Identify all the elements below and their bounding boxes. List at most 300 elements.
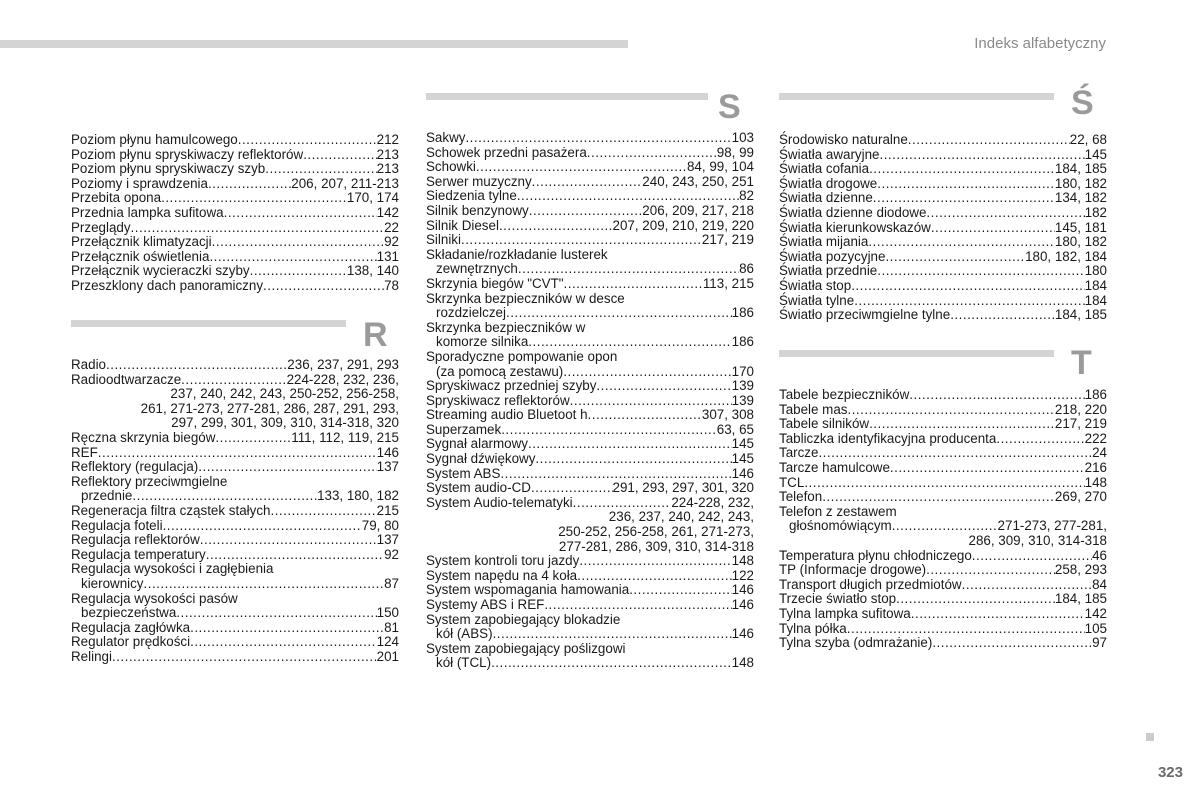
entry-pages: 148: [1084, 474, 1107, 490]
index-entry: [426, 583, 754, 598]
index-entry: [71, 533, 399, 548]
entry-row: [426, 160, 754, 175]
dot-leader: [176, 606, 376, 621]
entry-row: [426, 452, 754, 467]
section-divider: [426, 93, 708, 100]
index-entry: [779, 308, 1107, 323]
entry-pages: 103: [731, 130, 754, 145]
entry-row: [71, 206, 399, 221]
index-entry: [779, 221, 1107, 236]
index-entry: [426, 233, 754, 248]
section-s-heading: [426, 90, 754, 134]
entry-term: Przełącznik oświetlenia: [71, 248, 210, 264]
entry-pages: 146: [731, 465, 754, 481]
index-entry: [779, 177, 1107, 192]
index-entry: [71, 177, 399, 192]
section-s-acute-heading: [779, 86, 1107, 130]
entry-row: [71, 562, 399, 577]
entry-term: System zapobiegający poślizgowi: [426, 640, 626, 656]
section-divider: [71, 320, 346, 327]
dot-leader: [847, 403, 1054, 418]
entry-term: System zapobiegający blokadzie: [426, 611, 621, 627]
entry-pages: 150: [376, 605, 399, 621]
entry-row: [426, 437, 754, 452]
entry-term: Schowki: [426, 159, 476, 175]
entry-pages: 122: [731, 567, 754, 583]
entry-pages: 207, 209, 210, 219, 220: [612, 217, 754, 233]
entry-row: [779, 250, 1107, 265]
index-entry: [779, 388, 1107, 403]
index-entry: [426, 160, 754, 175]
entry-term: Przeglądy: [71, 219, 131, 235]
entry-pages: 124: [376, 634, 399, 650]
entry-pages: 148: [731, 655, 754, 671]
entry-term: Regulacja foteli: [71, 517, 163, 533]
entry-term: Światła cofania: [779, 161, 870, 177]
entry-term: Przednia lampka sufitowa: [71, 204, 224, 220]
entry-pages: 145: [731, 451, 754, 467]
dot-leader: [209, 250, 376, 265]
entry-pages: 170, 174: [346, 190, 399, 206]
dot-leader: [215, 431, 291, 446]
entry-pages: 206, 209, 217, 218: [642, 202, 754, 218]
entry-row: [426, 248, 754, 263]
entry-term: System ABS: [426, 465, 501, 481]
entry-row: [71, 504, 399, 519]
entry-pages: 148: [731, 553, 754, 569]
entry-term: Światła dzienne diodowe: [779, 204, 927, 220]
entry-pages: 46: [1092, 547, 1107, 563]
entry-pages: 217, 219: [1054, 416, 1107, 432]
dot-leader: [890, 461, 1085, 476]
dot-leader: [563, 365, 731, 380]
index-entry: [426, 277, 754, 292]
section-r-entries: [71, 358, 399, 664]
entry-row: [426, 569, 754, 584]
dot-leader: [493, 627, 732, 642]
index-entry: [71, 358, 399, 373]
entry-pages-continued: 236, 237, 240, 242, 243,: [608, 509, 754, 525]
entry-pages: 213: [376, 146, 399, 162]
entry-term: Tabele bezpieczników: [779, 387, 910, 402]
entry-row: [779, 519, 1107, 534]
entry-row: [426, 175, 754, 190]
entry-row: [71, 358, 399, 373]
entry-row: [779, 592, 1107, 607]
index-entry: [779, 417, 1107, 432]
entry-row: [426, 204, 754, 219]
dot-leader: [972, 549, 1092, 564]
entry-row: [71, 162, 399, 177]
dot-leader: [190, 621, 384, 636]
entry-row: [71, 635, 399, 650]
entry-pages: 87: [384, 575, 399, 591]
index-entry: [779, 206, 1107, 221]
entry-pages-continued: 250-252, 256-258, 261, 271-273,: [558, 524, 754, 540]
entry-term: Radio: [71, 357, 106, 372]
section-divider: [779, 93, 1054, 100]
entry-row: [779, 622, 1107, 637]
index-entry: [71, 446, 399, 461]
entry-row: [426, 423, 754, 438]
dot-leader: [877, 264, 1084, 279]
entry-row: [426, 233, 754, 248]
entry-term: Schowek przedni pasażera: [426, 144, 587, 160]
index-entry: [426, 204, 754, 219]
entry-pages: 142: [376, 204, 399, 220]
dot-leader: [879, 148, 1084, 163]
entry-row: [426, 146, 754, 161]
section-letter: R: [363, 316, 388, 354]
entry-pages: 137: [376, 532, 399, 548]
entry-term: Światła przednie: [779, 263, 878, 279]
entry-term: Tabele mas: [779, 401, 848, 417]
index-entry: [71, 431, 399, 446]
dot-leader: [499, 219, 613, 234]
entry-pages: 79, 80: [361, 517, 399, 533]
entry-row: [779, 563, 1107, 578]
index-entry: [426, 642, 754, 671]
entry-pages: 206, 207, 211-213: [291, 175, 399, 191]
entry-term: Skrzynka bezpieczników w: [426, 319, 586, 335]
entry-row: [426, 306, 754, 321]
entry-subterm: kół (ABS): [436, 626, 493, 642]
entry-pages: 186: [731, 305, 754, 321]
dot-leader: [517, 189, 739, 204]
entry-pages: 184, 185: [1054, 307, 1107, 323]
index-entry: [71, 206, 399, 221]
entry-term: Silniki: [426, 232, 461, 248]
entry-pages: 184: [1084, 277, 1107, 293]
dot-leader: [531, 481, 613, 496]
entry-term: Światła drogowe: [779, 175, 878, 191]
dot-leader: [250, 264, 347, 279]
entry-row: [71, 279, 399, 294]
entry-row: [71, 592, 399, 607]
entry-term: Telefon z zestawem: [779, 503, 897, 519]
dot-leader: [501, 423, 717, 438]
entry-row: [779, 388, 1107, 403]
dot-leader: [587, 146, 717, 161]
entry-row: [779, 235, 1107, 250]
entry-term: Sporadyczne pompowanie opon: [426, 348, 618, 364]
entry-row: [71, 460, 399, 475]
dot-leader: [926, 206, 1084, 221]
entry-pages: 291, 293, 297, 301, 320: [612, 480, 754, 496]
entry-pages: 258, 293: [1054, 562, 1107, 578]
index-entry: [71, 279, 399, 294]
index-entry: [426, 452, 754, 467]
index-entry: [426, 379, 754, 394]
dot-leader: [932, 636, 1092, 651]
entry-term: Przełącznik klimatyzacji: [71, 234, 212, 250]
entry-row: [779, 264, 1107, 279]
entry-row: [779, 294, 1107, 309]
entry-term: Światła pozycyjne: [779, 248, 886, 264]
section-divider: [779, 350, 1054, 357]
entry-pages: 81: [384, 619, 399, 635]
entry-pages: 145: [731, 436, 754, 452]
index-entry: [779, 235, 1107, 250]
entry-pages-continued: 237, 240, 242, 243, 250-252, 256-258,: [170, 386, 399, 402]
dot-leader: [161, 191, 347, 206]
dot-leader: [926, 563, 1055, 578]
entry-pages: 269, 270: [1054, 489, 1107, 505]
index-entry: [426, 248, 754, 277]
entry-subterm: przednie: [81, 488, 133, 504]
entry-term: TCL: [779, 474, 805, 490]
index-entry: [71, 191, 399, 206]
dot-leader: [873, 191, 1055, 206]
entry-pages: 217, 219: [701, 232, 754, 248]
entry-row: [426, 613, 754, 628]
entry-row: [426, 365, 754, 380]
entry-row: [779, 148, 1107, 163]
entry-term: Relingi: [71, 648, 112, 664]
entry-row: [779, 177, 1107, 192]
entry-subterm: kierownicy: [81, 575, 144, 591]
entry-term: TP (Informacje drogowe): [779, 562, 927, 578]
entry-pages: 236, 237, 291, 293: [287, 357, 399, 372]
entry-term: Składanie/rozkładanie lusterek: [426, 246, 608, 262]
index-entry: [426, 175, 754, 190]
dot-leader: [909, 388, 1084, 403]
header-rule: [0, 40, 628, 48]
entry-pages: 78: [384, 277, 399, 293]
entry-pages: 180, 182: [1054, 175, 1107, 191]
entry-pages: 98, 99: [716, 144, 754, 160]
index-entry: [426, 292, 754, 321]
entry-pages-continued: 286, 309, 310, 314-318: [968, 532, 1107, 548]
entry-pages: 218, 220: [1054, 401, 1107, 417]
entry-row: [71, 133, 399, 148]
entry-term: Temperatura płynu chłodniczego: [779, 547, 972, 563]
entry-row: [426, 321, 754, 336]
index-entry: [426, 437, 754, 452]
index-entry: [779, 476, 1107, 491]
entry-row: [71, 446, 399, 461]
page-number: 323: [1157, 764, 1183, 781]
entry-row: [779, 133, 1107, 148]
entry-row: [426, 408, 754, 423]
entry-pages: 216: [1084, 459, 1107, 475]
entry-pages: 97: [1092, 635, 1107, 651]
entry-pages: 146: [731, 582, 754, 598]
dot-leader: [564, 277, 703, 292]
entry-term: Poziom płynu spryskiwaczy reflektorów: [71, 146, 304, 162]
dot-leader: [200, 533, 377, 548]
entry-term: Silnik benzynowy: [426, 202, 529, 218]
entry-row: [426, 292, 754, 307]
index-entry: [426, 394, 754, 409]
entry-row: [779, 206, 1107, 221]
index-entry: [779, 505, 1107, 549]
entry-pages: 139: [731, 392, 754, 408]
index-entry: [426, 496, 754, 554]
dot-leader: [573, 496, 672, 511]
entry-term: Tabele silników: [779, 416, 870, 432]
entry-pages: 84: [1092, 576, 1107, 592]
entry-row: [426, 598, 754, 613]
section-letter: Ś: [1071, 84, 1094, 122]
entry-pages: 170: [731, 363, 754, 379]
entry-pages: 139: [731, 378, 754, 394]
entry-pages: 138, 140: [346, 263, 399, 279]
dot-leader: [303, 148, 376, 163]
entry-row: [426, 496, 754, 511]
dot-leader: [544, 598, 731, 613]
entry-term: Streaming audio Bluetoot h: [426, 407, 588, 423]
index-entry: [426, 569, 754, 584]
entry-row: [779, 446, 1107, 461]
dot-leader: [804, 476, 1084, 491]
entry-row: [426, 219, 754, 234]
dot-leader: [535, 452, 731, 467]
entry-pages: 82: [739, 188, 754, 204]
entry-term: Telefon: [779, 489, 823, 505]
index-entry: [779, 294, 1107, 309]
dot-leader: [163, 519, 362, 534]
dot-leader: [885, 250, 1025, 265]
dot-leader: [877, 177, 1055, 192]
entry-row: [779, 191, 1107, 206]
entry-pages: 180, 182, 184: [1025, 248, 1107, 264]
dot-leader: [908, 133, 1070, 148]
entry-term: Radioodtwarzacze: [71, 371, 182, 387]
entry-row: [71, 489, 399, 504]
entry-row: [71, 221, 399, 236]
entry-pages: 63, 65: [716, 421, 754, 437]
entry-pages: 22, 68: [1069, 132, 1107, 147]
dot-leader: [224, 206, 377, 221]
entry-pages: 184: [1084, 292, 1107, 308]
entry-term: Tabliczka identyfikacyjna producenta: [779, 430, 997, 446]
entry-pages: 145: [1084, 146, 1107, 162]
entry-term: Regulator prędkości: [71, 634, 191, 650]
index-entry: [779, 578, 1107, 593]
entry-pages: 134, 182: [1054, 190, 1107, 206]
entry-pages: 84, 99, 104: [686, 159, 754, 175]
index-entry: [779, 549, 1107, 564]
dot-leader: [896, 592, 1055, 607]
entry-row: [779, 490, 1107, 505]
entry-pages: 146: [731, 597, 754, 612]
entry-term: System audio-CD: [426, 480, 531, 496]
section-s-acute-entries: [779, 133, 1107, 323]
section-r-heading: [71, 318, 399, 362]
entry-subterm: (za pomocą zestawu): [436, 363, 564, 379]
index-entry: [779, 636, 1107, 651]
running-header: Indeks alfabetyczny: [974, 35, 1106, 52]
dot-leader: [892, 519, 998, 534]
entry-row: [426, 481, 754, 496]
entry-row: [71, 373, 399, 388]
entry-term: Tarcze: [779, 445, 819, 461]
index-entry: [71, 373, 399, 431]
entry-row: [779, 549, 1107, 564]
index-entry: [71, 650, 399, 665]
entry-pages: 215: [376, 502, 399, 518]
entry-row: [71, 264, 399, 279]
entry-row: [71, 148, 399, 163]
entry-pages: 24: [1092, 445, 1107, 461]
entry-row: [779, 432, 1107, 447]
entry-pages-continued: 297, 299, 301, 309, 310, 314-318, 320: [171, 415, 399, 431]
entry-pages: 213: [376, 161, 399, 177]
index-entry: [426, 481, 754, 496]
dot-leader: [476, 160, 687, 175]
entry-row: [71, 250, 399, 265]
entry-term: System napędu na 4 koła: [426, 567, 578, 583]
entry-pages: 186: [1084, 387, 1107, 402]
index-entry: [779, 607, 1107, 622]
index-entry: [426, 598, 754, 613]
dot-leader: [265, 162, 376, 177]
dot-leader: [629, 583, 731, 598]
index-entry: [779, 162, 1107, 177]
dot-leader: [996, 432, 1084, 447]
entry-row: [779, 308, 1107, 323]
entry-term: Przełącznik wycieraczki szyby: [71, 263, 250, 279]
entry-row: [779, 403, 1107, 418]
dot-leader: [868, 235, 1055, 250]
dot-leader: [181, 373, 286, 388]
entry-term: Reflektory przeciwmgielne: [71, 473, 228, 489]
entry-pages: 105: [1084, 620, 1107, 636]
entry-pages: 184, 185: [1054, 591, 1107, 607]
dot-leader: [144, 577, 385, 592]
entry-term: Światła kierunkowskazów: [779, 219, 931, 235]
entry-pages: 131: [376, 248, 399, 264]
index-entry: [426, 467, 754, 482]
entry-term: Siedzenia tylne: [426, 188, 517, 204]
index-entry: [779, 432, 1107, 447]
index-entry: [426, 613, 754, 642]
dot-leader: [532, 175, 643, 190]
entry-row: [71, 621, 399, 636]
entry-term: REF: [71, 444, 98, 460]
entry-term: Serwer muzyczny: [426, 173, 532, 189]
entry-term: Regulacja reflektorów: [71, 532, 200, 548]
index-entry: [71, 148, 399, 163]
entry-pages: 180, 182: [1054, 234, 1107, 250]
dot-leader: [869, 417, 1055, 432]
entry-term: Tylna lampka sufitowa: [779, 605, 911, 621]
dot-leader: [822, 490, 1055, 505]
entry-row: [426, 642, 754, 657]
index-entry: [426, 554, 754, 569]
entry-term: Światła dzienne: [779, 190, 873, 206]
index-entry: [779, 446, 1107, 461]
dot-leader: [854, 294, 1084, 309]
index-entry: [779, 264, 1107, 279]
dot-leader: [931, 221, 1055, 236]
entry-pages: 201: [376, 648, 399, 664]
entry-row: [426, 583, 754, 598]
dot-leader: [106, 358, 287, 373]
dot-leader: [212, 235, 384, 250]
entry-term: Ręczna skrzynia biegów: [71, 429, 216, 445]
entry-pages: 182: [1084, 204, 1107, 220]
entry-term: Skrzynka bezpieczników w desce: [426, 290, 625, 306]
index-entry: [71, 562, 399, 591]
dot-leader: [529, 204, 643, 219]
dot-leader: [491, 656, 732, 671]
dot-leader: [577, 569, 732, 584]
entry-pages: 92: [384, 546, 399, 562]
section-letter: S: [718, 88, 741, 126]
entry-term: Regeneracja filtra cząstek stałych: [71, 502, 271, 518]
